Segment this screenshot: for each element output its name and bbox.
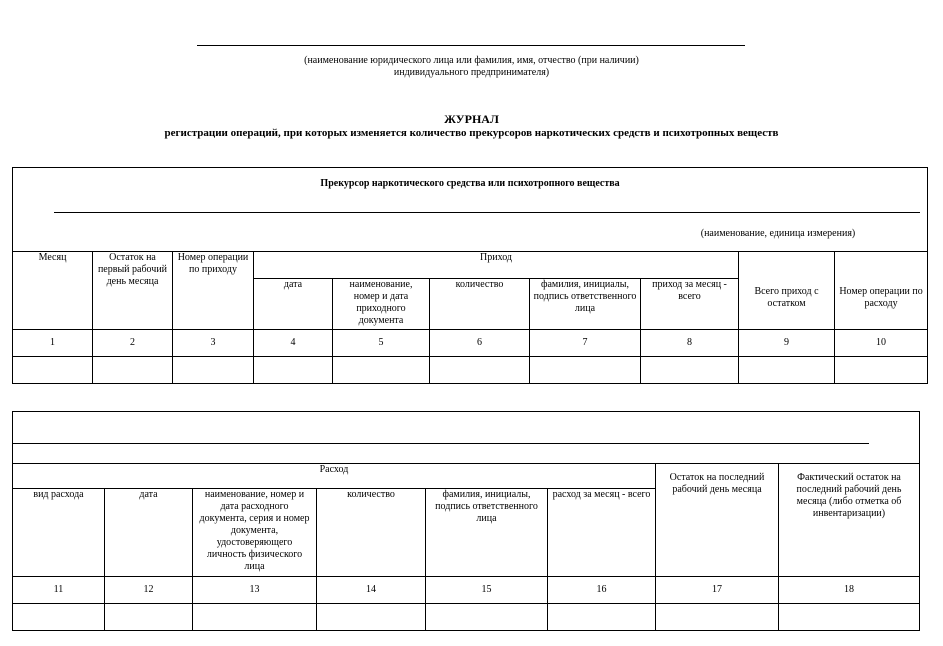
column-number: 11 <box>13 577 105 604</box>
column-number: 5 <box>333 330 430 357</box>
entity-caption-line2: индивидуального предпринимателя) <box>393 67 550 78</box>
entity-name-line <box>197 45 745 46</box>
col-receipt-op-no-header: Номер операции по приходу <box>173 252 254 330</box>
column-number: 7 <box>530 330 641 357</box>
empty-cell <box>835 357 928 384</box>
empty-cell <box>739 357 835 384</box>
column-number: 12 <box>105 577 193 604</box>
journal-title: ЖУРНАЛ <box>444 112 499 126</box>
empty-cell <box>779 604 920 631</box>
empty-cell <box>105 604 193 631</box>
col-expense-type-header: вид расхода <box>13 489 105 577</box>
column-number: 10 <box>835 330 928 357</box>
column-number: 17 <box>656 577 779 604</box>
expense-name-line <box>13 443 869 444</box>
empty-cell <box>426 604 548 631</box>
receipt-empty-row <box>13 357 928 384</box>
empty-cell <box>254 357 333 384</box>
col-expense-doc-header: наименование, номер и дата расходного документа, серия и номер документа, удостоверяющего личность физического лица <box>193 489 317 577</box>
empty-cell <box>530 357 641 384</box>
column-number: 16 <box>548 577 656 604</box>
entity-caption-line1: (наименование юридического лица или фамилия, имя, отчество (при наличии) <box>304 55 639 66</box>
col-expense-date-header: дата <box>105 489 193 577</box>
column-number: 9 <box>739 330 835 357</box>
empty-cell <box>430 357 530 384</box>
empty-cell <box>641 357 739 384</box>
column-number: 6 <box>430 330 530 357</box>
precursor-caption: (наименование, единица измерения) <box>700 228 856 239</box>
expense-column-numbers-row <box>13 577 920 604</box>
receipt-table <box>12 167 928 384</box>
precursor-header-cell <box>13 168 928 252</box>
precursor-heading: Прекурсор наркотического средства или психотропного вещества <box>320 178 620 189</box>
column-number: 18 <box>779 577 920 604</box>
precursor-name-line <box>54 212 920 213</box>
column-number: 2 <box>93 330 173 357</box>
col-expense-quantity-header: количество <box>317 489 426 577</box>
empty-cell <box>548 604 656 631</box>
col-responsible-header: фамилия, инициалы, подпись ответственного лица <box>530 279 641 330</box>
column-number: 3 <box>173 330 254 357</box>
entity-caption <box>200 55 743 79</box>
empty-cell <box>13 357 93 384</box>
column-number: 1 <box>13 330 93 357</box>
col-balance-first-day-header: Остаток на первый рабочий день месяца <box>93 252 173 330</box>
col-date-header: дата <box>254 279 333 330</box>
expense-group-header: Расход <box>13 464 656 489</box>
col-expense-month-header: расход за месяц - всего <box>548 489 656 577</box>
column-number: 15 <box>426 577 548 604</box>
col-expense-responsible-header: фамилия, инициалы, подпись ответственного лица <box>426 489 548 577</box>
col-balance-last-day-header: Остаток на последний рабочий день месяца <box>656 464 779 577</box>
empty-cell <box>317 604 426 631</box>
empty-cell <box>193 604 317 631</box>
col-receipt-month-header: приход за месяц - всего <box>641 279 739 330</box>
col-receipt-doc-header: наименование, номер и дата приходного документа <box>333 279 430 330</box>
empty-cell <box>173 357 254 384</box>
expense-table <box>12 411 920 631</box>
col-actual-balance-header: Фактический остаток на последний рабочий день месяца (либо отметка об инвентаризации) <box>779 464 920 577</box>
column-number: 8 <box>641 330 739 357</box>
column-number: 14 <box>317 577 426 604</box>
receipt-group-header: Приход <box>254 252 739 279</box>
col-total-with-balance-header: Всего приход с остатком <box>739 252 835 330</box>
empty-cell <box>13 604 105 631</box>
empty-cell <box>656 604 779 631</box>
col-expense-op-no-header: Номер операции по расходу <box>835 252 928 330</box>
empty-cell <box>93 357 173 384</box>
col-quantity-header: количество <box>430 279 530 330</box>
column-number: 13 <box>193 577 317 604</box>
col-month-header: Месяц <box>13 252 93 330</box>
expense-empty-row <box>13 604 920 631</box>
journal-subtitle: регистрации операций, при которых изменяется количество прекурсоров наркотических средств и психотропных веществ <box>164 127 779 139</box>
column-number: 4 <box>254 330 333 357</box>
receipt-column-numbers-row <box>13 330 928 357</box>
empty-cell <box>333 357 430 384</box>
expense-header-cell <box>13 412 920 464</box>
